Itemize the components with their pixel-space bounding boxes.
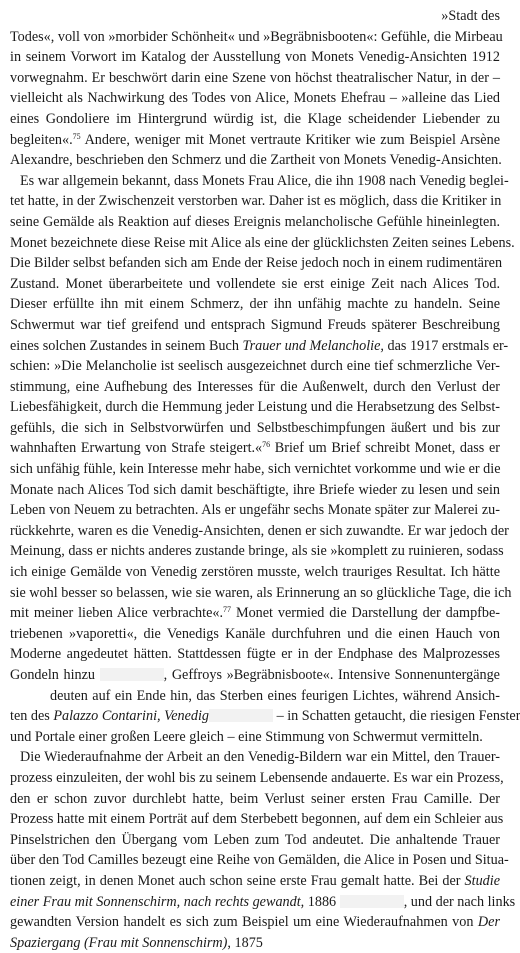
text-line [10,27,503,48]
text-run: und Portale einer großen Leere gleich – eine Stimmung von Schwermut vermitteln. [10,728,483,745]
text-run: seine Gemälde als Reaktion auf dieses Ereignis melancholische Gefühle hineinlegten. [10,213,500,230]
text-run: Prozess hatte mit einem Porträt auf dem Sterbebett begonnen, auf dem ein Schleier aus [10,811,504,828]
text-line [10,892,516,913]
text-run: Liebesfähigkeit, durch die Hemmung jeder Leistung und die Herabsetzung des Selbst- [10,399,500,416]
text-run: 1886 [304,893,340,910]
text-run: über den Tod Camilles bezeugt eine Reihe von Gemälden, die Alice in Posen und Situa- [10,852,509,869]
text-run: in seinem Vorwort im Katalog der Ausstellung von Monets Venedig-Ansichten 1912 [10,49,500,66]
text-run: prozess einzuleiten, der wohl bis zu seinem Lebensende andauerte. Es war ein Prozess, [10,769,504,786]
text-run: Brief um Brief schreibt Monet, dass er [270,440,500,457]
text-line [10,541,504,562]
text-run: triebenen »vaporetti«, die Venedigs Kanäle durchfuhren und die einen Hauch von [10,625,500,642]
text-run: begleiten«. [10,131,73,148]
text-run: rückkehrte, waren es die Venedig-Ansichten, denen er sich zuwandte. Er war jedoch der [10,522,509,539]
text-line [10,47,500,68]
text-line [10,624,500,645]
text-line [10,397,500,418]
text-run: Monate nach Alices Tod sich damit beschäftigte, ihre Briefe wieder zu lesen und sein [10,481,500,498]
footnote-ref: 75 [72,131,81,141]
text-line [10,459,500,480]
text-run: Die Wiederaufnahme der Arbeit an den Venedig-Bildern war ein Mittel, den Trauer- [20,749,500,766]
text-line [10,521,509,542]
text-run: »Stadt des [441,8,500,24]
text-line [10,644,500,665]
text-run: mit meiner lieben Alice verbrachte«. [10,605,224,622]
text-run: wahnhaften Erwartung von Strafe steigert.« [10,440,263,457]
text-line [10,233,515,254]
text-run: ten des [10,708,54,725]
text-line [10,212,500,233]
text-run: Pinselstrichen den Übergang vom Leben zum Tod andeutet. Die anhaltende Trauer [10,831,500,848]
text-run: sich unfähig fühle, kein Interesse mehr habe, sich vernichtet vorkomme und wie er die [10,461,501,478]
text-run: Meinung, dass er nichts anderes zustande bringe, als sie »komplett zu ruinieren, sodass [10,543,504,560]
text-run: eines Gondoliere im Hintergrund würdig ist, die Klage scheidender Liebender zu [10,110,500,127]
text-run: tet hatte, in der Zwischenzeit verstorben war. Daher ist es möglich, dass die Kritiker in [10,193,502,210]
text-line [10,150,500,171]
text-run: Gondeln hinzu [10,667,100,683]
text-line [10,171,509,192]
text-line [10,686,500,707]
text-line [10,480,500,501]
text-run: Monet bezeichnete diese Reise mit Alice als eine der glücklichsten Zeiten seines Lebens. [10,234,515,251]
image-placeholder [209,709,273,722]
text-line [10,665,500,686]
text-line [10,336,509,357]
text-line [10,438,500,459]
text-run: Todes«, voll von »morbider Schönheit« und »Begräbnisbooten«: Gefühle, die Mirbeau [10,28,503,45]
italic-title: Trauer und Melancholie, [242,337,384,354]
text-run: vorwegnahm. Er beschwört darin eine Szene von höchst theatralischer Natur, in der – [10,69,500,86]
text-line [10,850,509,871]
text-line [10,933,500,953]
text-line [10,562,500,583]
image-placeholder [340,895,404,908]
text-line [10,109,500,130]
text-run: , 1875 [227,934,263,951]
text-run: eines solchen Zustandes in seinem Buch [10,337,243,354]
text-run: deuten auf ein Ende hin, das Sterben eines feurigen Lichtes, während Ansich- [50,687,500,704]
text-line [10,130,500,151]
text-line [10,871,500,892]
text-line [10,315,500,336]
text-line [10,727,500,748]
italic-title: Der [477,914,500,931]
text-run: gefühls, die sich in Selbstvorwürfen und Selbstbeschimpfungen äußert und bis zur [10,419,500,436]
text-run: Dieser erfüllte ihn mit einem Schmerz, der ihn unfähig machte zu handeln. Seine [10,296,500,313]
text-line [10,809,504,830]
footnote-ref: 77 [223,605,232,615]
text-run: Moderne angedeutet hätten. Stattdessen fügte er in der Endphase des Malprozesses [10,646,500,663]
text-run: Monet vermied die Darstellung der dampfbe- [231,605,500,622]
text-line [10,377,500,398]
text-run: Leben von Neuem zu betrachten. Als er ungefähr sechs Monate später zur Malerei zu- [10,502,500,519]
text-run: tionen zeigt, in denen Monet auch schon seine erste Frau gemalt hatte. Bei der [10,872,465,889]
footnote-ref: 76 [262,440,271,450]
text-run: , Geffroys »Begräbnisboote«. Intensive Sonnenuntergänge [163,667,500,683]
text-line [10,912,500,933]
text-line [10,603,500,624]
text-line [10,253,503,274]
text-line [10,747,500,768]
text-line [10,356,500,377]
text-run: ich einige Gemälde von Venedig zerstören musste, welch trauriges Resultat. Ich hätte [10,564,500,581]
text-line [10,830,500,851]
text-line [10,274,500,295]
text-run: Alexandre, beschrieben den Schmerz und die Zartheit von Monets Venedig-Ansichten. [10,152,502,169]
text-run: vielleicht als Nachwirkung des Todes von Alice, Monets Ehefrau – »alleine das Lied [10,90,500,107]
italic-title: einer Frau mit Sonnenschirm, nach rechts gewandt, [10,893,305,910]
text-run: Die Bilder selbst befanden sich am Ende der Reise jedoch noch in einem rudimentären [10,255,503,272]
text-run: gewandten Version handelt es sich zum Beispiel um eine Wiederaufnahmen von [10,914,478,931]
text-line [10,88,500,109]
italic-title: Palazzo Contarini, Venedig [53,708,210,725]
text-run: – in Schatten getaucht, die riesigen Fenster [273,708,520,725]
text-run: den er schon zuvor durchlebt hatte, beim Verlust seiner ersten Frau Camille. Der [10,790,500,807]
image-placeholder [100,668,164,681]
text-line [10,583,512,604]
text-line [10,191,500,212]
text-line [10,68,500,89]
text-line [10,500,500,521]
text-run: stimmung, eine Aufhebung des Interesses für die Außenwelt, durch den Verlust der [10,378,500,395]
italic-title: Spaziergang (Frau mit Sonnenschirm) [10,934,228,951]
text-run: schien: »Die Melancholie ist seelisch ausgezeichnet durch eine tief schmerzliche Ver- [10,358,500,375]
text-run: Andere, weniger mit Monet vertraute Kritiker wie zum Beispiel Arsène [80,131,500,148]
text-run: , und der nach links [403,893,516,910]
text-run: Schwermut war tief greifend und entsprach Sigmund Freuds späterer Beschreibung [10,316,500,333]
text-run: Zustand. Monet überarbeitete und vollendete sie erst einige Zeit nach Alices Tod. [10,275,500,292]
text-line [10,294,500,315]
italic-title: Studie [464,872,500,889]
text-line [10,706,520,727]
text-line [10,768,504,789]
text-line [10,789,500,810]
text-run: sie wohl besser so belassen, wie sie waren, als Erinnerung an so glückliche Tage, die ich [10,584,512,601]
text-run: Es war allgemein bekannt, dass Monets Frau Alice, die ihn 1908 nach Venedig beglei- [20,172,509,189]
text-line [10,418,500,439]
text-run: das 1917 erstmals er- [383,337,509,354]
text-line [10,6,500,27]
